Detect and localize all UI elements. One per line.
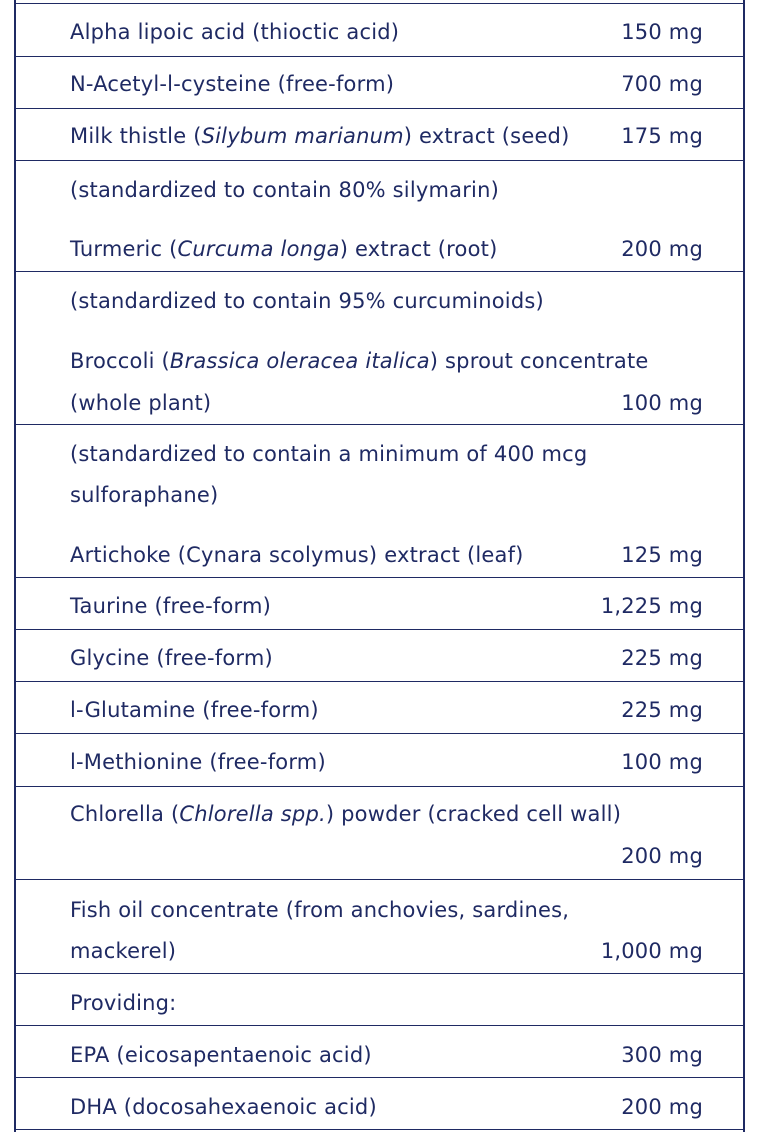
ingredient-amount: 1,000 mg xyxy=(600,939,703,963)
table-row xyxy=(14,161,745,272)
ingredient-name xyxy=(70,349,649,373)
ingredient-amount: 200 mg xyxy=(621,237,703,261)
ingredient-name: l-Methionine (free-form) xyxy=(70,750,326,774)
ingredient-amount: 1,225 mg xyxy=(600,594,703,618)
ingredient-amount: 125 mg xyxy=(621,543,703,567)
standardization-note-continued: sulforaphane) xyxy=(70,483,219,507)
ingredient-amount: 700 mg xyxy=(621,72,703,96)
name-part: Milk thistle ( xyxy=(70,124,202,148)
ingredient-name-continued: (whole plant) xyxy=(70,391,212,415)
ingredient-name: Fish oil concentrate (from anchovies, sardines, xyxy=(70,898,570,922)
ingredient-amount: 200 mg xyxy=(621,1095,703,1119)
ingredient-amount: 100 mg xyxy=(621,391,703,415)
table-row xyxy=(14,1078,745,1130)
section-label: Providing: xyxy=(70,991,177,1015)
table-row xyxy=(14,578,745,630)
table-row xyxy=(14,109,745,161)
ingredient-name: Artichoke (Cynara scolymus) extract (leaf) xyxy=(70,543,524,567)
name-part: ) extract (root) xyxy=(339,237,498,261)
ingredient-name: Glycine (free-form) xyxy=(70,646,273,670)
ingredient-amount: 175 mg xyxy=(621,124,703,148)
table-row xyxy=(14,880,745,974)
ingredient-name xyxy=(70,802,621,826)
table-row xyxy=(14,425,745,578)
ingredient-name: EPA (eicosapentaenoic acid) xyxy=(70,1043,372,1067)
standardization-note: (standardized to contain a minimum of 400 mcg xyxy=(70,442,588,466)
latin-name: Curcuma longa xyxy=(177,237,340,261)
name-part: ) extract (seed) xyxy=(403,124,570,148)
table-row xyxy=(14,734,745,787)
ingredient-amount: 225 mg xyxy=(621,698,703,722)
latin-name: Brassica oleracea italica xyxy=(169,349,430,373)
name-part: Turmeric ( xyxy=(70,237,178,261)
ingredient-amount: 150 mg xyxy=(621,20,703,44)
ingredient-name xyxy=(70,124,570,148)
name-part: ) sprout concentrate xyxy=(429,349,649,373)
latin-name: Chlorella spp. xyxy=(179,802,326,826)
standardization-note: (standardized to contain 80% silymarin) xyxy=(70,178,499,202)
ingredient-amount: 100 mg xyxy=(621,750,703,774)
name-part: Chlorella ( xyxy=(70,802,180,826)
table-row xyxy=(14,682,745,734)
ingredient-name: Taurine (free-form) xyxy=(70,594,272,618)
name-part: Broccoli ( xyxy=(70,349,170,373)
table-row xyxy=(14,4,745,57)
table-row xyxy=(14,57,745,109)
latin-name: Silybum marianum xyxy=(201,124,404,148)
ingredient-name-continued: mackerel) xyxy=(70,939,177,963)
table-row xyxy=(14,787,745,880)
table-row xyxy=(14,1026,745,1078)
ingredient-name: l-Glutamine (free-form) xyxy=(70,698,319,722)
ingredient-amount: 300 mg xyxy=(621,1043,703,1067)
ingredient-name: DHA (docosahexaenoic acid) xyxy=(70,1095,377,1119)
ingredient-amount: 225 mg xyxy=(621,646,703,670)
ingredient-name: N-Acetyl-l-cysteine (free-form) xyxy=(70,72,395,96)
table-row xyxy=(14,630,745,682)
ingredient-amount: 200 mg xyxy=(621,844,703,868)
name-part: ) powder (cracked cell wall) xyxy=(325,802,622,826)
ingredient-name: Alpha lipoic acid (thioctic acid) xyxy=(70,20,400,44)
ingredient-name xyxy=(70,237,497,261)
table-row xyxy=(14,974,745,1026)
table-row xyxy=(14,272,745,425)
standardization-note: (standardized to contain 95% curcuminoids) xyxy=(70,289,544,313)
